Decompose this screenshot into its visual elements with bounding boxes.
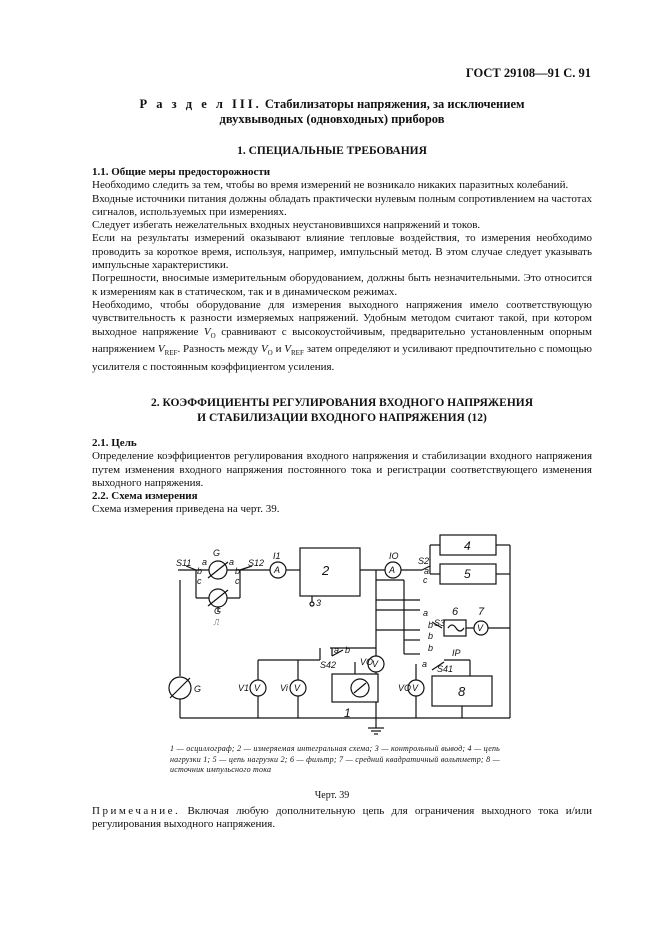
rms-voltmeter xyxy=(474,621,488,635)
label-ip: IP xyxy=(452,648,461,658)
vo-voltmeter-lower xyxy=(408,680,424,696)
paragraph-output-voltage: Необходимо, чтобы оборудование для измерения выходного напряжения имело соответствующую чувствительность к разности измеряемых напряжений. Удобным методом считают такой, при котором выходное напряжение $V_O$ сравнивают с высокоустойчивым, предварительно установленным опорным напряжением $V_{REF}$. Разность между $V_O$ и $V_{REF}$ затем определяют и усиливают предпочтительно с помощью усилителя с постоянным коэффициентом усиления. xyxy=(92,298,592,373)
figure-number: Черт. 39 xyxy=(314,790,350,801)
load-box-1 xyxy=(440,535,496,555)
label-osc-1: 1 xyxy=(344,706,351,720)
section-title-line2: двухвыводных (одновходных) приборов xyxy=(219,112,445,126)
subheading-1-1: 1.1. Общие меры предосторожности xyxy=(92,166,271,178)
label-vi: Vi xyxy=(280,683,288,693)
label-s11: S11 xyxy=(176,558,192,568)
label-c: c xyxy=(423,575,428,585)
label-b: b xyxy=(345,645,351,655)
label-a: a xyxy=(334,645,340,655)
heading-special-requirements: 1. СПЕЦИАЛЬНЫЕ ТРЕБОВАНИЯ xyxy=(237,145,427,157)
label-g-source: G xyxy=(194,684,202,694)
label-v1: V1 xyxy=(238,683,250,693)
filter-box xyxy=(444,620,466,636)
label-s3: S3 xyxy=(434,618,446,628)
heading-regulation-coefficients: 2. КОЭФФИЦИЕНТЫ РЕГУЛИРОВАНИЯ ВХОДНОГО НАПРЯЖЕНИЯ И СТАБИЛИЗАЦИИ ВХОДНОГО НАПРЯЖЕНИЯ (12) xyxy=(150,397,534,424)
label-b: b xyxy=(235,566,241,576)
voltmeter-label: V xyxy=(254,683,261,693)
pulse-source-box xyxy=(432,676,492,706)
ammeter-output xyxy=(385,562,401,578)
label-s41: S41 xyxy=(437,664,454,674)
label-g-top: G xyxy=(213,548,221,558)
label-b: b xyxy=(428,620,434,630)
label-s12: S12 xyxy=(248,558,265,568)
label-b: b xyxy=(428,631,434,641)
ammeter-label: A xyxy=(274,565,281,575)
label-io: IO xyxy=(389,551,399,561)
voltmeter-label: V xyxy=(477,623,484,633)
label-load-4: 4 xyxy=(464,539,471,553)
v1-voltmeter xyxy=(250,680,266,696)
paragraph: Определение коэффициентов регулирования входного напряжения и стабилизации входного напряжения путем изменения входного напряжения постоянного тока и регистрации соответствующего изменения выходного напряжения. xyxy=(92,450,592,489)
label-a: a xyxy=(229,557,235,567)
subheading-2-1: 2.1. Цель xyxy=(92,437,137,449)
voltmeter-label: V xyxy=(294,683,301,693)
label-load-5: 5 xyxy=(464,567,471,581)
label-s42: S42 xyxy=(320,660,337,670)
label-dut-2: 2 xyxy=(322,563,330,578)
label-vo: VO xyxy=(398,683,412,693)
label-a: a xyxy=(424,566,430,576)
label-pulse-8: 8 xyxy=(458,684,466,699)
section-title-prefix: Р а з д е л III. xyxy=(139,97,262,111)
label-b: b xyxy=(197,566,203,576)
paragraph: Входные источники питания должны обладать практически нулевым полным сопротивлением на частотах сигналов, используемых при измерениях. xyxy=(92,192,592,218)
label-c: c xyxy=(235,576,240,586)
label-3: 3 xyxy=(316,598,322,608)
label-rms-7: 7 xyxy=(478,606,485,618)
dut-box xyxy=(300,548,360,596)
label-a: a xyxy=(202,557,208,567)
vo-voltmeter-upper xyxy=(368,656,384,672)
label-s2: S2 xyxy=(418,556,430,566)
generator-bridge xyxy=(178,561,253,607)
paragraph: Необходимо следить за тем, чтобы во время измерений не возникало никаких паразитных колебаний. xyxy=(92,179,569,192)
label-i1: I1 xyxy=(273,551,281,561)
ammeter-label: A xyxy=(389,565,396,575)
ammeter-input xyxy=(270,562,286,578)
label-g-bottom: G xyxy=(214,606,222,616)
subheading-2-2: 2.2. Схема измерения xyxy=(92,490,198,503)
voltmeter-label: V xyxy=(372,659,379,669)
vi-voltmeter xyxy=(290,680,306,696)
page-header: ГОСТ 29108—91 С. 91 xyxy=(465,66,591,80)
voltmeter-label: V xyxy=(412,683,419,693)
note: Примечание. Включая любую дополнительную цепь для ограничения выходного тока и/или регулирования выходного напряжения. xyxy=(92,805,592,831)
label-a: a xyxy=(423,608,429,618)
figure-caption: 1 — осциллограф; 2 — измеряемая интегральная схема; 3 — контрольный вывод; 4 — цепь нагрузки 1; 5 — цепь нагрузки 2; 6 — фильтр; 7 — средний квадратичный вольтметр; 8 — источник импульсного тока xyxy=(170,744,500,774)
label-vo: VO xyxy=(360,657,374,667)
paragraph: Следует избегать нежелательных входных неустановившихся напряжений и токов. xyxy=(92,219,481,232)
paragraph: Схема измерения приведена на черт. 39. xyxy=(92,503,280,516)
label-filter-6: 6 xyxy=(452,606,459,618)
label-pulse: ⎍ xyxy=(213,617,220,627)
label-b: b xyxy=(428,643,434,653)
label-a: a xyxy=(422,659,428,669)
section-title-rest: Стабилизаторы напряжения, за исключением xyxy=(264,97,525,111)
paragraph: Погрешности, вносимые измерительным оборудованием, должны быть незначительными. Это относится к измерениям как в статическом, так и в динамическом режимах. xyxy=(92,272,592,298)
paragraph: Если на результаты измерений оказывают влияние тепловые воздействия, то измерения необходимо проводить за короткое время, используя, например, импульсный метод. В этом случае следует указывать импульсные характеристики. xyxy=(92,232,592,272)
label-c: c xyxy=(197,576,202,586)
load-box-2 xyxy=(440,564,496,584)
